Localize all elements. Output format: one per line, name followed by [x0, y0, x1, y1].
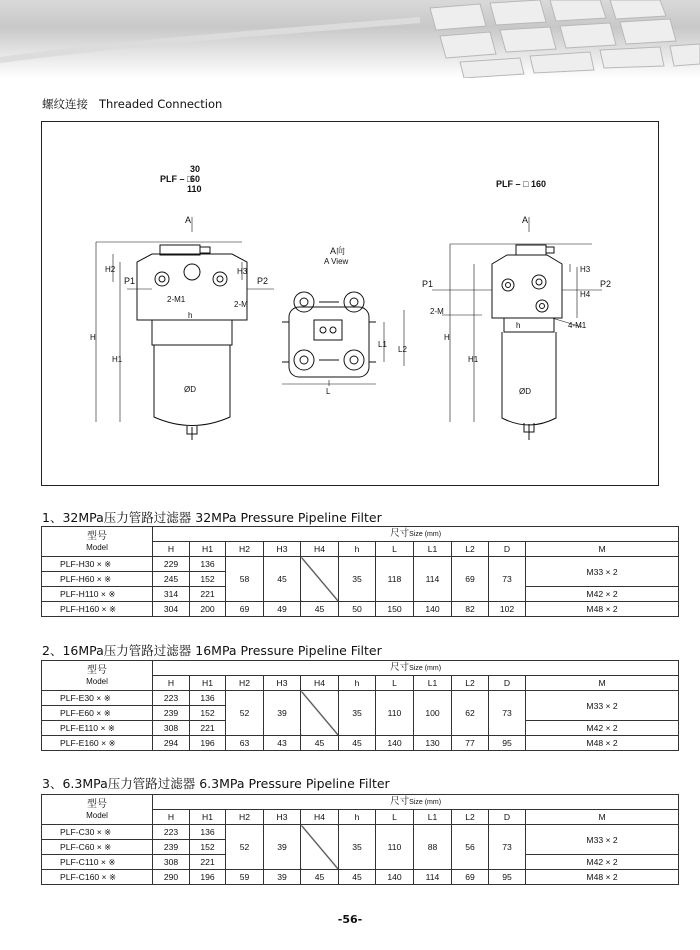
table-cell: H: [153, 676, 190, 691]
table-cell: 45: [301, 602, 339, 617]
table-cell: D: [489, 676, 526, 691]
table-cell: h: [339, 810, 376, 825]
table2-heading: 2、16MPa压力管路过滤器 16MPa Pressure Pipeline Filter: [42, 643, 382, 658]
table-cell: 136: [190, 691, 226, 706]
header-text: 尺寸: [390, 795, 410, 807]
header-text: Size (mm): [409, 664, 442, 672]
section-title: [42, 96, 222, 112]
section-title-cn: 螺纹连接: [42, 97, 88, 111]
table-cell: 152: [190, 706, 226, 721]
table-cell: M42 × 2: [526, 721, 679, 736]
table-cell: 221: [190, 855, 226, 870]
table-cell: 136: [190, 557, 226, 572]
table-cell: H4: [301, 810, 339, 825]
left-dim-h: h: [188, 311, 193, 320]
table-cell: 56: [452, 825, 489, 870]
header-text: Size (mm): [409, 530, 442, 538]
table-cell: 245: [153, 572, 190, 587]
table-cell: 58: [226, 557, 264, 602]
table-cell: PLF-H110 × ※: [42, 587, 153, 602]
header-text: 尺寸: [390, 527, 410, 539]
table-cell: 45: [301, 736, 339, 751]
table-cell: h: [339, 676, 376, 691]
table-cell: H3: [264, 676, 301, 691]
table-cell: 136: [190, 825, 226, 840]
left-dim-H1: H1: [112, 355, 123, 364]
table-cell: PLF-E160 × ※: [42, 736, 153, 751]
table-cell: 229: [153, 557, 190, 572]
right-dim-H4: H4: [580, 290, 591, 299]
table-row: [42, 557, 679, 572]
table-cell: L2: [452, 810, 489, 825]
table-cell: 69: [452, 557, 489, 602]
model-header: [42, 795, 153, 825]
table-cell: 73: [489, 691, 526, 736]
table-cell: h: [339, 542, 376, 557]
table-cell: 45: [301, 870, 339, 885]
right-dim-P1: P1: [422, 279, 434, 289]
table-cell: 221: [190, 721, 226, 736]
table-cell: 49: [264, 602, 301, 617]
table-cell: D: [489, 810, 526, 825]
table-cell: M48 × 2: [526, 602, 679, 617]
table-cell: 100: [414, 691, 452, 736]
table-cell: 88: [414, 825, 452, 870]
table-cell: 114: [414, 557, 452, 602]
table-cell: 69: [452, 870, 489, 885]
table-cell: 45: [264, 557, 301, 602]
table-cell: H4: [301, 542, 339, 557]
model-header: [42, 527, 153, 557]
table-cell: 62: [452, 691, 489, 736]
table-cell: 140: [376, 870, 414, 885]
table-cell: 200: [190, 602, 226, 617]
table-cell: H3: [264, 810, 301, 825]
table-cell: 35: [339, 825, 376, 870]
right-model-label: PLF – □ 160: [496, 179, 546, 189]
table-cell: 95: [489, 736, 526, 751]
table-cell: 196: [190, 870, 226, 885]
aview-dim-L1: L1: [378, 340, 387, 349]
table-cell: M33 × 2: [526, 557, 679, 587]
left-model-size-60: 60: [190, 174, 201, 184]
table3-heading: 3、6.3MPa压力管路过滤器 6.3MPa Pressure Pipeline Filter: [42, 776, 390, 791]
table-cell: 140: [414, 602, 452, 617]
table-cell: L2: [452, 676, 489, 691]
table-cell: 52: [226, 825, 264, 870]
table-row: [42, 825, 679, 840]
left-dim-D: ØD: [184, 385, 196, 394]
table-cell: M: [526, 542, 679, 557]
table-cell: 43: [264, 736, 301, 751]
table-cell: 39: [264, 691, 301, 736]
table-cell: 73: [489, 825, 526, 870]
table-row: [42, 691, 679, 706]
left-model-prefix: PLF – □: [160, 174, 193, 184]
table-cell: 35: [339, 691, 376, 736]
table-cell: 304: [153, 602, 190, 617]
size-header: [153, 661, 679, 676]
right-dim-2M: 2-M: [430, 307, 444, 316]
table-cell: PLF-C30 × ※: [42, 825, 153, 840]
table-cell: 290: [153, 870, 190, 885]
table-cell: M33 × 2: [526, 825, 679, 855]
table-cell: 59: [226, 870, 264, 885]
table-cell: 95: [489, 870, 526, 885]
table-cell: 69: [226, 602, 264, 617]
header-text: 尺寸: [390, 661, 410, 673]
table-cell: PLF-E60 × ※: [42, 706, 153, 721]
table-cell: 114: [414, 870, 452, 885]
table-cell: M33 × 2: [526, 691, 679, 721]
h4-empty-cell: [301, 557, 339, 602]
table-cell: H2: [226, 542, 264, 557]
spec-table-32mpa: [41, 526, 679, 617]
table-cell: L: [376, 810, 414, 825]
header-text: 型号: [87, 530, 107, 542]
table-cell: 130: [414, 736, 452, 751]
right-dim-H3: H3: [580, 265, 591, 274]
table-cell: 63: [226, 736, 264, 751]
table-cell: 152: [190, 840, 226, 855]
right-dim-h: h: [516, 321, 521, 330]
left-dim-H3: H3: [237, 267, 248, 276]
table-cell: 82: [452, 602, 489, 617]
left-filter-drawing: [137, 245, 247, 440]
keyboard-background-image: [0, 0, 700, 78]
table-cell: M42 × 2: [526, 587, 679, 602]
table-cell: 45: [339, 870, 376, 885]
right-dim-H1: H1: [468, 355, 479, 364]
header-text: 型号: [87, 664, 107, 676]
table-cell: D: [489, 542, 526, 557]
table-header-row: [42, 661, 679, 676]
table-cell: 150: [376, 602, 414, 617]
table-cell: 39: [264, 825, 301, 870]
h4-empty-cell: [301, 691, 339, 736]
table-cell: L: [376, 542, 414, 557]
a-view-title-cn: A向: [330, 246, 346, 256]
table-cell: PLF-C110 × ※: [42, 855, 153, 870]
right-view-arrow-label: A: [522, 215, 529, 225]
header-text: Size (mm): [409, 798, 442, 806]
left-dim-2M: 2-M: [234, 300, 248, 309]
table-cell: 118: [376, 557, 414, 602]
table-cell: L1: [414, 810, 452, 825]
table-cell: 196: [190, 736, 226, 751]
table-row: [42, 736, 679, 751]
filter-drawings: [42, 122, 658, 485]
table-cell: L1: [414, 676, 452, 691]
header-text: Model: [86, 542, 108, 552]
table1-heading: 1、32MPa压力管路过滤器 32MPa Pressure Pipeline Filter: [42, 510, 382, 525]
table-cell: 140: [376, 736, 414, 751]
table-cell: M48 × 2: [526, 870, 679, 885]
table-cell: H1: [190, 542, 226, 557]
header-text: Model: [86, 676, 108, 686]
table-cell: 239: [153, 840, 190, 855]
size-header: [153, 795, 679, 810]
left-model-size-110: 110: [187, 184, 202, 194]
table-cell: PLF-H60 × ※: [42, 572, 153, 587]
h4-empty-cell: [301, 825, 339, 870]
spec-table-6-3mpa: [41, 794, 679, 885]
left-dim-P2: P2: [257, 276, 269, 286]
table-cell: PLF-E30 × ※: [42, 691, 153, 706]
technical-drawing: [41, 121, 659, 486]
table-cell: 314: [153, 587, 190, 602]
model-header: [42, 661, 153, 691]
right-filter-drawing: [492, 245, 562, 440]
table-header-row: [42, 795, 679, 810]
table-cell: H2: [226, 810, 264, 825]
spec-table-16mpa: [41, 660, 679, 751]
left-dim-H2: H2: [105, 265, 116, 274]
table-cell: 152: [190, 572, 226, 587]
table-cell: L: [376, 676, 414, 691]
table-cell: M48 × 2: [526, 736, 679, 751]
header-text: Model: [86, 810, 108, 820]
table-cell: 73: [489, 557, 526, 602]
table-cell: 77: [452, 736, 489, 751]
table-cell: L2: [452, 542, 489, 557]
right-dim-H: H: [444, 333, 450, 342]
table-cell: H1: [190, 676, 226, 691]
table-cell: PLF-H30 × ※: [42, 557, 153, 572]
table-cell: PLF-C160 × ※: [42, 870, 153, 885]
left-dim-H: H: [90, 333, 96, 342]
table-cell: 50: [339, 602, 376, 617]
table-cell: H1: [190, 810, 226, 825]
right-dim-P2: P2: [600, 279, 612, 289]
table-cell: 110: [376, 825, 414, 870]
right-dim-D: ØD: [519, 387, 531, 396]
table-cell: H: [153, 542, 190, 557]
table-cell: 45: [339, 736, 376, 751]
table-header-row: [42, 527, 679, 542]
left-dim-P1: P1: [124, 276, 136, 286]
table-cell: 52: [226, 691, 264, 736]
aview-dim-L: L: [326, 387, 331, 396]
table-cell: H4: [301, 676, 339, 691]
table-cell: 221: [190, 587, 226, 602]
table-cell: 39: [264, 870, 301, 885]
right-dim-4M1: 4-M1: [568, 321, 587, 330]
page-number: -56-: [337, 913, 363, 926]
table-cell: 223: [153, 825, 190, 840]
table-cell: M42 × 2: [526, 855, 679, 870]
table-cell: M: [526, 810, 679, 825]
a-view-title-en: A View: [324, 257, 349, 266]
left-view-arrow-label: A: [185, 215, 192, 225]
table-row: [42, 870, 679, 885]
table-cell: 102: [489, 602, 526, 617]
table-cell: L1: [414, 542, 452, 557]
table-cell: H2: [226, 676, 264, 691]
table-row: [42, 602, 679, 617]
header-text: 型号: [87, 798, 107, 810]
table-cell: 308: [153, 721, 190, 736]
table-cell: PLF-E110 × ※: [42, 721, 153, 736]
table-cell: 110: [376, 691, 414, 736]
left-model-size-30: 30: [190, 164, 201, 174]
table-cell: 308: [153, 855, 190, 870]
table-cell: 223: [153, 691, 190, 706]
table-cell: H: [153, 810, 190, 825]
table-cell: 294: [153, 736, 190, 751]
table-cell: 35: [339, 557, 376, 602]
section-title-en: Threaded Connection: [98, 97, 223, 111]
table-cell: PLF-C60 × ※: [42, 840, 153, 855]
left-dim-2M1: 2-M1: [167, 295, 186, 304]
table-cell: 239: [153, 706, 190, 721]
size-header: [153, 527, 679, 542]
table-cell: M: [526, 676, 679, 691]
table-cell: PLF-H160 × ※: [42, 602, 153, 617]
header-banner: [0, 0, 700, 78]
table-cell: H3: [264, 542, 301, 557]
aview-dim-L2: L2: [398, 345, 407, 354]
a-view-drawing: [282, 292, 376, 377]
